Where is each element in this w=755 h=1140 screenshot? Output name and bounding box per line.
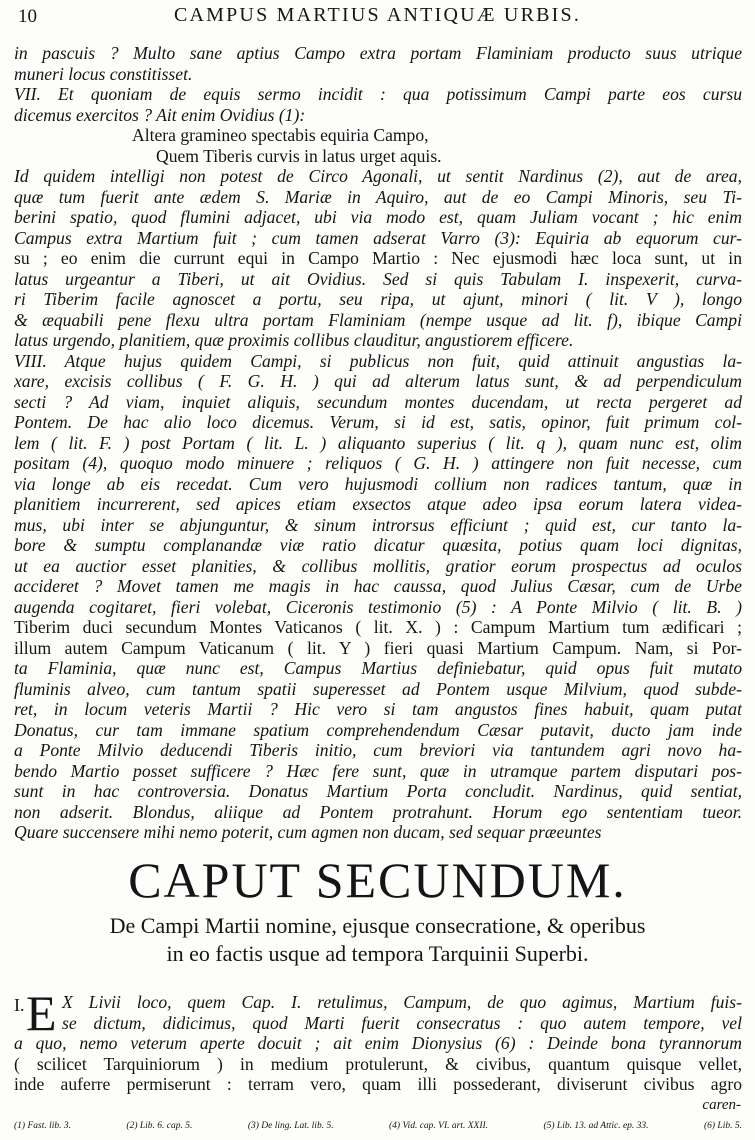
text-line: accideret ? Movet tamen me magis in hac caussa, quod Julius Cæsar, cum de Urbe	[14, 576, 742, 596]
text-line: a quo, nemo veterum aperte docuit ; ait enim Dionysius (6) : Deinde bona tyrannorum	[14, 1033, 742, 1053]
text-line: sunt in hac controversia. Donatus Martium Porta concludit. Nardinus, quid sentiat,	[14, 781, 742, 801]
section-text-block	[14, 985, 742, 1095]
text-line: X Livii loco, quem Cap. I. retulimus, Campum, de quo agimus, Martium fuis-	[62, 992, 742, 1012]
text-line: ret, in locum veteris Martii ? Hic vero si tam angustos fines habuit, quam putat	[14, 699, 742, 719]
text-line: quæ tum fuerit ante ædem S. Mariæ in Aquiro, aut de eo Campi Minoris, seu Ti-	[14, 186, 742, 207]
text-line: Tiberim duci secundum Montes Vaticanos ( lit. X. ) : Campum Martium tum ædificari ;	[14, 617, 742, 637]
footnote: (4) Vid. cap. VI. art. XXII.	[389, 1121, 489, 1131]
text-line: xare, excisis collibus ( F. G. H. ) qui ad alterum latus sunt, & ad perpendiculum	[14, 371, 742, 391]
subtitle-line: in eo factis usque ad tempora Tarquinii Superbi.	[166, 941, 589, 966]
footnote: (2) Lib. 6. cap. 5.	[126, 1121, 193, 1131]
text-line: secti ? Ad viam, inquiet aliquis, secundum montes ducendam, ut recta pergeret ad	[14, 391, 742, 412]
text-line: fluminis alveo, cum tantum spatii superesset ad Pontem usque Milvium, quod subde-	[14, 678, 742, 699]
section-number: I.	[14, 995, 25, 1015]
text-line: Donatus, cur tam immane spatium comprehendendum Cæsar putavit, ducto jam inde	[14, 719, 742, 740]
drop-cap: E	[26, 985, 57, 1041]
text-line: illum autem Campum Vaticanum ( lit. Y ) fieri quasi Martium Campum. Nam, si Por-	[14, 637, 742, 658]
text-line: latus urgendo, planitiem, quæ proximis collibus clauditur, angustiorem efficere.	[14, 330, 574, 350]
text-line: muneri locus constitisset.	[14, 63, 193, 84]
text-line: a Ponte Milvio deducendi Tiberis initio, cum breviori via tantundem agri novo ha-	[14, 740, 742, 760]
chapter-subtitle	[0, 912, 755, 968]
text-line: Campus extra Martium fuit ; cum tamen adserat Varro (3): Equiria ab equorum cur-	[14, 227, 742, 248]
text-line: Id quidem intelligi non potest de Circo Agonali, ut sentit Nardinus (2), aut de area,	[14, 166, 742, 186]
text-line: & æquabili pene flexu ultra portam Flaminiam (nempe usque ad lit. f), ibique Campi	[14, 309, 742, 330]
text-line: dicemus exercitos ? Ait enim Ovidius (1):	[14, 104, 306, 125]
text-line: latus urgeantur a Tiberi, ut ait Ovidius. Sed si quis Tabulam I. inspexerit, curva-	[14, 268, 742, 289]
page-number: 10	[18, 6, 37, 27]
footnotes	[14, 1121, 742, 1131]
subtitle-line: De Campi Martii nomine, ejusque consecratione, & operibus	[109, 913, 646, 938]
text-line: ( scilicet Tarquiniorum ) in medium protulerunt, & civibus, quantum quisque vellet,	[14, 1053, 742, 1074]
running-title: CAMPUS MARTIUS ANTIQUÆ URBIS.	[173, 4, 582, 26]
text-line: VII. Et quoniam de equis sermo incidit : qua potissimum Campi parte eos cursu	[14, 84, 742, 104]
text-line: se dictum, didicimus, quod Marti fuerit consecratus : quo autem tempore, vel	[62, 1012, 742, 1033]
text-line: lem ( lit. F. ) post Portam ( lit. L. ) aliquanto superius ( lit. q ), quam nunc est, olim	[14, 432, 742, 453]
text-line: planitiem incurrerent, sed apices etiam exsectos atque adeo ipsa eorum latera videa-	[14, 494, 742, 514]
page-header	[0, 4, 755, 30]
text-line: su ; eo enim die currunt equi in Campo Martio : Nec ejusmodi hæc loca sunt, ut in	[14, 248, 742, 268]
text-line: bore & sumptu complanandæ viæ ratio dicatur quæsita, potius quam loci dignitas,	[14, 535, 742, 555]
footnote: (5) Lib. 13. ad Attic. ep. 33.	[543, 1121, 649, 1131]
text-line: in pascuis ? Multo sane aptius Campo extra portam Flaminiam producto suus utrique	[14, 43, 742, 63]
footnote: (6) Lib. 5.	[703, 1121, 742, 1131]
text-line: non adserit. Blondus, aliique ad Pontem protrahunt. Horum ego sententiam tueor.	[14, 801, 742, 822]
text-line: positam (4), quoquo modo minuere ; reliquos ( G. H. ) attingere non fuit necesse, cum	[14, 453, 742, 473]
text-line: inde auferre permiserunt : terram vero, quam illi possederant, diviserunt civibus agro	[14, 1074, 742, 1094]
text-line: mus, ubi inter se abjunguntur, & sinum introrsus efficiunt ; quid est, cur tanto la-	[14, 514, 742, 535]
text-line: ri Tiberim facile agnoscet a portu, seu ripa, ut ajunt, minori ( lit. V ), longo	[14, 289, 742, 309]
text-line: bendo Martio posset sufficere ? Hæc fere sunt, quæ in utramque partem disputari pos-	[14, 760, 742, 781]
main-text-block	[14, 43, 742, 843]
text-line: Pontem. De hac alio loco dicemus. Verum, si id est, satis, opinor, fuit primum col-	[14, 412, 742, 432]
text-line: via longe ab eis recedat. Cum vero hujusmodi collium non radices tantum, quæ in	[14, 473, 742, 494]
verse-line: Altera gramineo spectabis equiria Campo,	[132, 125, 429, 145]
verse-line: Quem Tiberis curvis in latus urget aquis.	[156, 145, 442, 166]
chapter-heading: CAPUT SECUNDUM.	[128, 852, 627, 908]
text-line: ta Flaminia, quæ nunc est, Campus Martius definiebatur, quid opus fuit mutato	[14, 658, 742, 678]
catchword: caren-	[702, 1097, 741, 1113]
text-line: VIII. Atque hujus quidem Campi, si publicus non fuit, quid attinuit angustias la-	[14, 350, 742, 371]
text-line: augenda cogitaret, fieri volebat, Ciceronis testimonio (5) : A Ponte Milvio ( lit. B. )	[14, 596, 742, 617]
footnote: (1) Fast. lib. 3.	[14, 1121, 71, 1131]
text-line: ut ea auctior esset planities, & collibus mollitis, gratior eorum prospectus ad oculos	[14, 555, 742, 576]
text-line: berini spatio, quod flumini adjacet, ubi via modo est, quam Juliam vocant ; hic enim	[14, 207, 742, 227]
text-line: Quare succensere mihi nemo poterit, cum agmen non ducam, sed sequar præeuntes	[14, 822, 602, 842]
footnote: (3) De ling. Lat. lib. 5.	[247, 1121, 334, 1131]
